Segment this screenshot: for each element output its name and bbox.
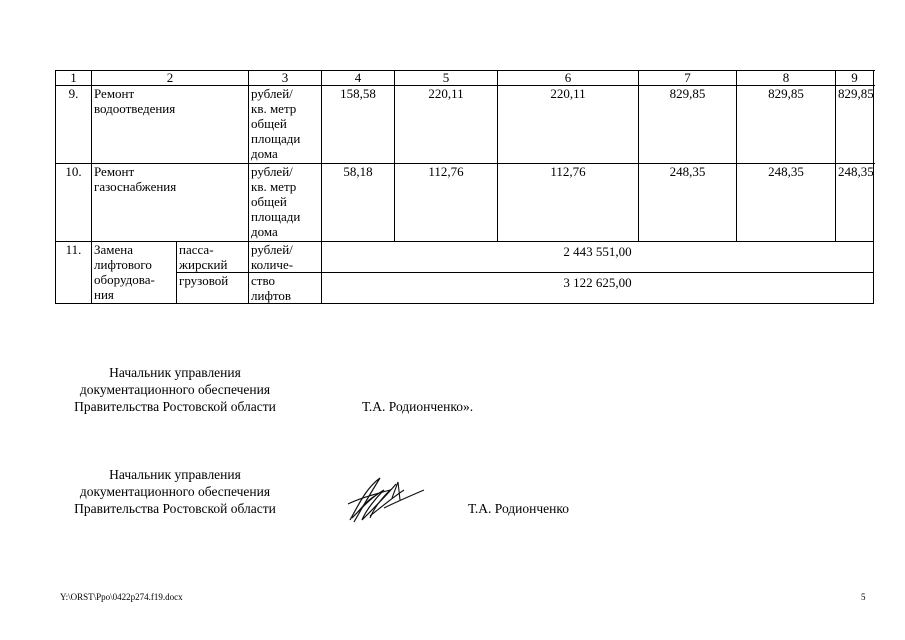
table-row <box>56 273 874 304</box>
table-header-row <box>56 71 874 86</box>
header-cell: 7 <box>639 71 737 86</box>
value-cell: 248,35 <box>737 164 836 242</box>
passenger-lift-label <box>177 242 249 273</box>
unit-line: общей <box>251 194 287 209</box>
value-cell: 220,11 <box>498 86 639 164</box>
header-cell: 9 <box>836 71 874 86</box>
row-name-line: водоотведения <box>94 101 176 116</box>
tariff-table <box>55 70 874 304</box>
value-cell: 829,85 <box>639 86 737 164</box>
value-cell: 829,85 <box>737 86 836 164</box>
row-name <box>92 242 177 304</box>
row-unit <box>249 242 322 273</box>
signature-block-title-1 <box>55 364 295 415</box>
row-unit <box>249 164 322 242</box>
unit-line: рублей/ <box>251 86 293 101</box>
handwritten-signature <box>340 468 430 528</box>
row-name-line: газоснабжения <box>94 179 177 194</box>
unit-line: кв. метр <box>251 101 297 116</box>
freight-lift-value: 3 122 625,00 <box>322 273 874 304</box>
title-line: документационного обеспечения <box>79 484 271 499</box>
unit-line: общей <box>251 116 287 131</box>
value-cell: 112,76 <box>498 164 639 242</box>
title-line: Правительства Ростовской области <box>74 399 276 414</box>
row-name-line: лифтового <box>94 257 152 272</box>
unit-line: дома <box>251 224 278 239</box>
unit-line: рублей/ <box>251 164 293 179</box>
file-path: Y:\ORST\Ppo\0422p274.f19.docx <box>60 592 183 602</box>
value-cell: 58,18 <box>322 164 395 242</box>
table-row <box>56 86 874 164</box>
header-cell: 3 <box>249 71 322 86</box>
unit-line: площади <box>251 131 301 146</box>
unit-line: дома <box>251 146 278 161</box>
row-unit <box>249 86 322 164</box>
unit-line: площади <box>251 209 301 224</box>
value-cell: 829,85 <box>836 86 874 164</box>
title-line: документационного обеспечения <box>79 382 271 397</box>
signatory-name-2: Т.А. Родионченко <box>468 501 569 516</box>
signature-block-title-2 <box>55 466 295 517</box>
header-cell: 1 <box>56 71 92 86</box>
table-row <box>56 242 874 273</box>
signatory-name-1: Т.А. Родионченко». <box>362 399 474 414</box>
value-cell: 220,11 <box>395 86 498 164</box>
unit-line: рублей/ <box>251 242 293 257</box>
row-number: 10. <box>56 164 92 242</box>
unit-line: кв. метр <box>251 179 297 194</box>
title-line: Начальник управления <box>109 467 241 482</box>
value-cell: 248,35 <box>836 164 874 242</box>
passenger-lift-value: 2 443 551,00 <box>322 242 874 273</box>
row-name-line: Замена <box>94 242 134 257</box>
unit-line: количе- <box>251 257 294 272</box>
header-cell: 6 <box>498 71 639 86</box>
value-cell: 112,76 <box>395 164 498 242</box>
row-number: 11. <box>56 242 92 304</box>
table-row <box>56 164 874 242</box>
row-number: 9. <box>56 86 92 164</box>
label-line: пасса- <box>179 242 214 257</box>
freight-lift-label: грузовой <box>177 273 249 304</box>
header-cell: 4 <box>322 71 395 86</box>
unit-line: ство <box>251 273 276 288</box>
row-name-line: Ремонт <box>94 164 135 179</box>
row-name-line: ния <box>94 287 114 302</box>
header-cell: 8 <box>737 71 836 86</box>
header-cell: 2 <box>92 71 249 86</box>
header-cell: 5 <box>395 71 498 86</box>
unit-line: лифтов <box>251 288 292 303</box>
row-name <box>92 86 249 164</box>
value-cell: 158,58 <box>322 86 395 164</box>
label-line: жирский <box>179 257 228 272</box>
title-line: Начальник управления <box>109 365 241 380</box>
page-number: 5 <box>861 592 866 602</box>
row-name-line: оборудова- <box>94 272 155 287</box>
title-line: Правительства Ростовской области <box>74 501 276 516</box>
row-name-line: Ремонт <box>94 86 135 101</box>
row-name <box>92 164 249 242</box>
value-cell: 248,35 <box>639 164 737 242</box>
row-unit <box>249 273 322 304</box>
